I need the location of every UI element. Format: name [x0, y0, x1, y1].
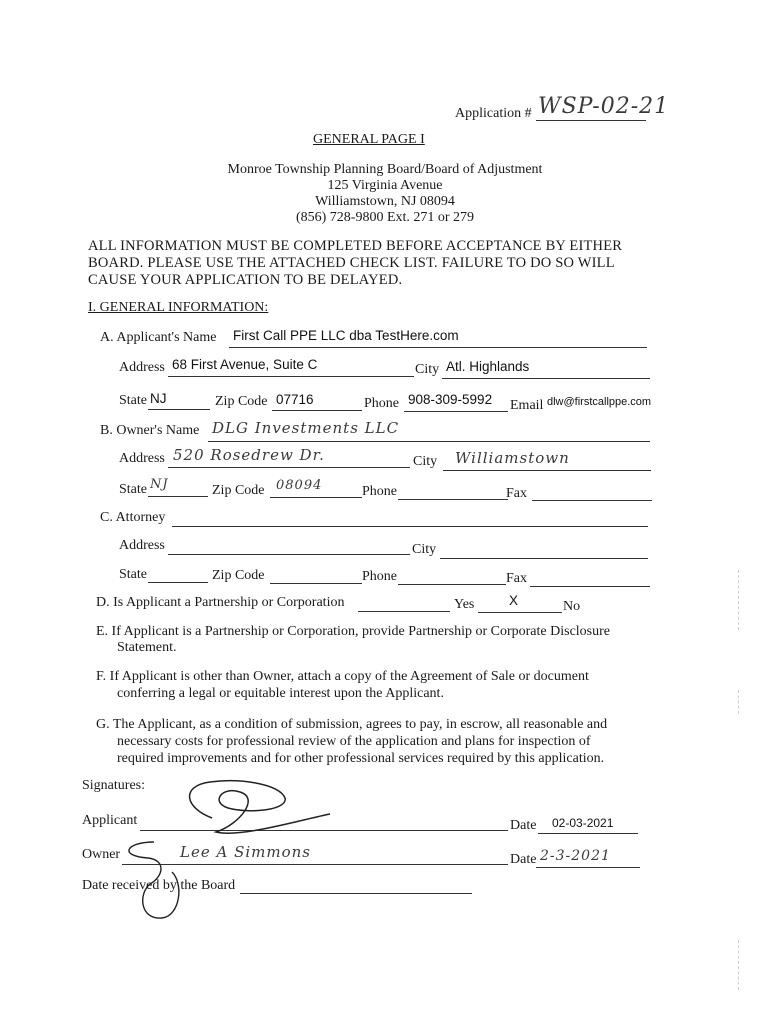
applicant-phone-label: Phone	[364, 396, 399, 411]
applicant-city-label: City	[415, 362, 440, 377]
applicant-email-value: dlw@firstcallppe.com	[547, 396, 652, 408]
partnership-question: D. Is Applicant a Partnership or Corporation	[96, 595, 345, 610]
attorney-city-label: City	[412, 542, 437, 557]
owner-address-value: 520 Rosedrew Dr.	[173, 446, 325, 464]
org-line-2: 125 Virginia Avenue	[327, 178, 443, 193]
applicant-city-value: Atl. Highlands	[446, 359, 530, 374]
owner-date-value: 2-3-2021	[540, 848, 611, 864]
item-g-line-2: necessary costs for professional review of the application and plans for inspection of	[117, 734, 591, 749]
item-e-line-1: E. If Applicant is a Partnership or Corporation, provide Partnership or Corporate Disclosure	[96, 624, 610, 639]
owner-signature-label: Owner	[82, 847, 121, 862]
applicant-signature-label: Applicant	[82, 813, 138, 828]
owner-name-value: DLG Investments LLC	[212, 419, 400, 437]
applicant-name-value: First Call PPE LLC dba TestHere.com	[233, 328, 459, 343]
section-title: I. GENERAL INFORMATION:	[88, 300, 269, 315]
applicant-name-label: A. Applicant's Name	[100, 330, 217, 345]
attorney-state-label: State	[119, 567, 147, 582]
owner-city-label: City	[413, 454, 438, 469]
owner-state-value: NJ	[150, 477, 169, 492]
org-line-3: Williamstown, NJ 08094	[315, 194, 455, 209]
notice-line-3: CAUSE YOUR APPLICATION TO BE DELAYED.	[88, 272, 403, 288]
partnership-yes-label: Yes	[454, 597, 475, 612]
applicant-state-value: NJ	[150, 391, 167, 406]
item-f-line-1: F. If Applicant is other than Owner, attach a copy of the Agreement of Sale or document	[96, 669, 589, 684]
attorney-zip-label: Zip Code	[212, 568, 265, 583]
applicant-date-value: 02-03-2021	[552, 816, 614, 830]
applicant-zip-label: Zip Code	[215, 394, 268, 409]
owner-signature-value: Lee A Simmons	[180, 843, 311, 861]
applicant-date-label: Date	[510, 818, 537, 833]
item-f-line-2: conferring a legal or equitable interest upon the Applicant.	[117, 686, 444, 701]
org-line-4: (856) 728-9800 Ext. 271 or 279	[295, 210, 475, 225]
item-g-line-1: G. The Applicant, as a condition of submission, agrees to pay, in escrow, all reasonable and	[96, 717, 608, 732]
notice-line-2: BOARD. PLEASE USE THE ATTACHED CHECK LIST. FAILURE TO DO SO WILL	[88, 255, 615, 271]
application-number-label: Application #	[455, 106, 532, 121]
partnership-answer-mark: X	[509, 593, 519, 608]
attorney-phone-label: Phone	[362, 569, 397, 584]
owner-city-value: Williamstown	[455, 449, 570, 467]
notice-line-1: ALL INFORMATION MUST BE COMPLETED BEFORE ACCEPTANCE BY EITHER	[88, 238, 623, 254]
owner-phone-label: Phone	[362, 484, 397, 499]
page-title: GENERAL PAGE I	[313, 132, 425, 147]
attorney-fax-label: Fax	[506, 571, 527, 586]
partnership-no-label: No	[563, 599, 581, 614]
attorney-address-label: Address	[119, 538, 165, 553]
date-received-label: Date received by the Board	[82, 878, 236, 893]
org-line-1: Monroe Township Planning Board/Board of Adjustment	[227, 162, 543, 177]
application-number: WSP-02-21	[538, 94, 670, 119]
applicant-zip-value: 07716	[276, 392, 314, 407]
applicant-phone-value: 908-309-5992	[408, 392, 493, 407]
owner-date-label: Date	[510, 852, 537, 867]
signatures-heading: Signatures:	[82, 778, 145, 793]
owner-fax-label: Fax	[506, 486, 527, 501]
item-e-line-2: Statement.	[117, 640, 177, 655]
owner-zip-value: 08094	[276, 478, 323, 493]
applicant-state-label: State	[119, 393, 147, 408]
applicant-address-value: 68 First Avenue, Suite C	[172, 357, 318, 372]
applicant-signature-scribble	[170, 778, 350, 848]
owner-state-label: State	[119, 482, 147, 497]
owner-address-label: Address	[119, 451, 165, 466]
owner-name-label: B. Owner's Name	[100, 423, 200, 438]
owner-zip-label: Zip Code	[212, 483, 265, 498]
attorney-label: C. Attorney	[100, 510, 166, 525]
applicant-address-label: Address	[119, 360, 165, 375]
item-g-line-3: required improvements and for other professional services required by this application.	[117, 751, 605, 766]
applicant-email-label: Email	[510, 398, 544, 413]
